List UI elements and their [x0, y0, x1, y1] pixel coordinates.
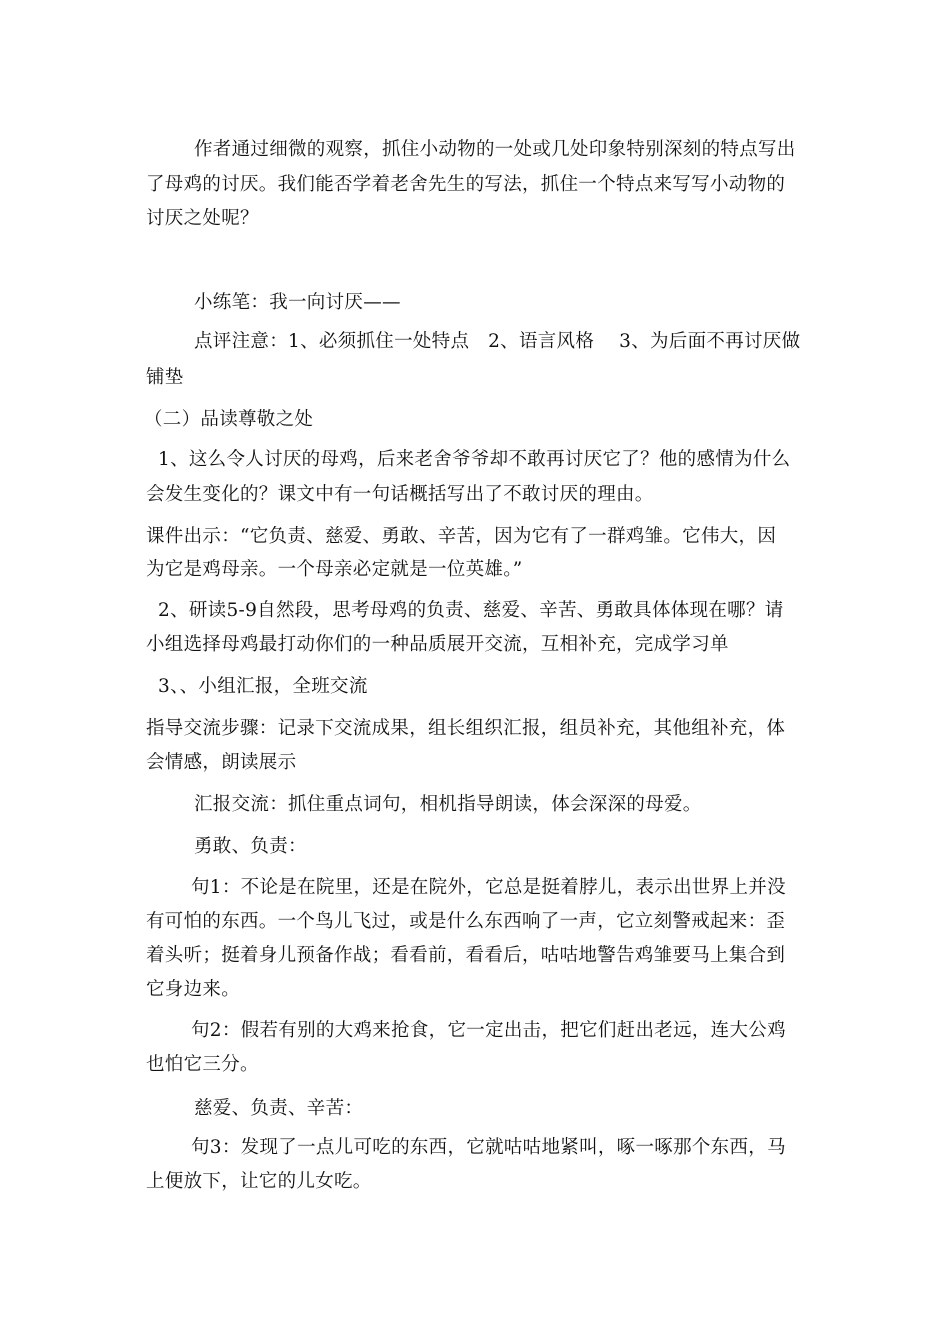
- paragraph-line: 句1：不论是在院里，还是在院外，它总是挺着脖儿，表示出世界上并没: [191, 877, 786, 898]
- paragraph-line: 也怕它三分。: [146, 1054, 259, 1075]
- paragraph-line: 会发生变化的？课文中有一句话概括写出了不敢讨厌的理由。: [146, 484, 654, 505]
- subheading: 慈爱、负责、辛苦：: [194, 1098, 364, 1119]
- paragraph-line: 上便放下，让它的儿女吃。: [146, 1171, 372, 1192]
- paragraph-line: 作者通过细微的观察，抓住小动物的一处或几处印象特别深刻的特点写出: [194, 139, 796, 160]
- paragraph-line: 指导交流步骤：记录下交流成果，组长组织汇报，组员补充，其他组补充，体: [146, 718, 786, 739]
- paragraph-line: 句3：发现了一点儿可吃的东西，它就咕咕地紧叫，啄一啄那个东西，马: [191, 1137, 786, 1158]
- paragraph-line: 会情感，朗读展示: [146, 752, 297, 773]
- paragraph-line: 3、、小组汇报，全班交流: [158, 676, 368, 697]
- paragraph-line: 小组选择母鸡最打动你们的一种品质展开交流，互相补充，完成学习单: [146, 634, 729, 655]
- paragraph-line: 点评注意：1、必须抓住一处特点 2、语言风格 3、为后面不再讨厌做: [194, 331, 801, 352]
- paragraph-line: 为它是鸡母亲。一个母亲必定就是一位英雄。”: [146, 559, 523, 580]
- subheading: 勇敢、负责：: [194, 836, 307, 857]
- paragraph-line: 1、这么令人讨厌的母鸡，后来老舍爷爷却不敢再讨厌它了？他的感情为什么: [158, 449, 791, 470]
- practice-heading: 小练笔：我一向讨厌——: [194, 292, 401, 313]
- paragraph-line: 它身边来。: [146, 979, 241, 1000]
- paragraph-line: 汇报交流：抓住重点词句，相机指导朗读，体会深深的母爱。: [194, 794, 702, 815]
- paragraph-line: 铺垫: [146, 367, 184, 388]
- paragraph-line: 了母鸡的讨厌。我们能否学着老舍先生的写法，抓住一个特点来写写小动物的: [146, 174, 786, 195]
- paragraph-line: 着头听；挺着身儿预备作战；看看前，看看后，咕咕地警告鸡雏要马上集合到: [146, 945, 786, 966]
- paragraph-line: 句2：假若有别的大鸡来抢食，它一定出击，把它们赶出老远，连大公鸡: [191, 1020, 786, 1041]
- paragraph-line: 有可怕的东西。一个鸟儿飞过，或是什么东西响了一声，它立刻警戒起来：歪: [146, 911, 786, 932]
- paragraph-line: 讨厌之处呢？: [146, 208, 259, 229]
- paragraph-line: 课件出示：“它负责、慈爱、勇敢、辛苦，因为它有了一群鸡雏。它伟大，因: [146, 526, 777, 547]
- paragraph-line: 2、研读5-9自然段，思考母鸡的负责、慈爱、辛苦、勇敢具体体现在哪？请: [158, 600, 784, 621]
- section-heading: （二）品读尊敬之处: [144, 409, 314, 430]
